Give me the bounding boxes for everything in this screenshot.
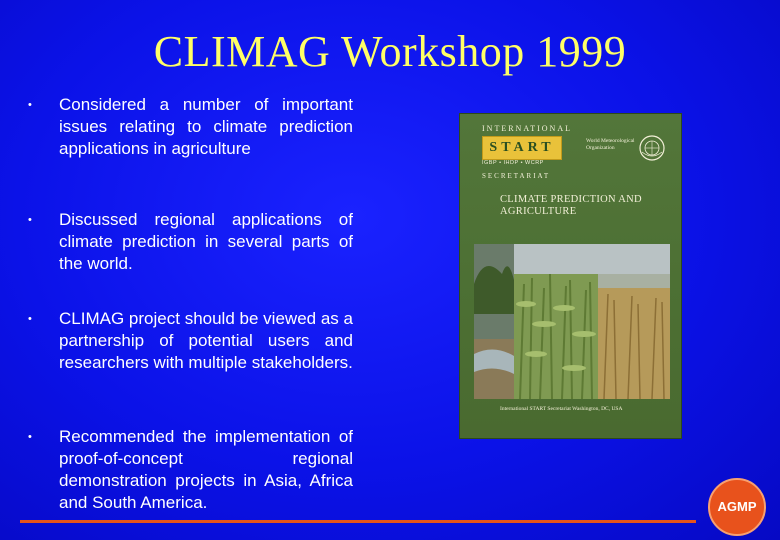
bullet-dot: • <box>28 99 32 111</box>
bullet-text: CLIMAG project should be viewed as a partnership of potential users and researchers with multiple stakeholders. <box>59 309 353 372</box>
cover-header: INTERNATIONAL <box>482 124 572 133</box>
bullet-dot: • <box>28 313 32 325</box>
cover-secretariat: SECRETARIAT <box>482 172 551 180</box>
wmo-emblem-icon <box>638 134 666 162</box>
start-sub: IGBP • IHDP • WCRP <box>482 160 544 166</box>
slide-title: CLIMAG Workshop 1999 <box>153 27 627 76</box>
bullet-text: Considered a number of important issues relating to climate prediction applications in agriculture <box>59 95 353 158</box>
bullet-dot: • <box>28 214 32 226</box>
bullet-text: Recommended the implementation of proof-of-concept regional demonstration projects in Asia, Africa and South America. <box>59 427 353 512</box>
cover-photo <box>474 244 670 399</box>
cover-publisher: International START Secretariat Washington, DC, USA <box>500 406 623 412</box>
bullet-dot: • <box>28 431 32 443</box>
start-logo: START <box>482 136 562 160</box>
cover-title: CLIMATE PREDICTION AND AGRICULTURE <box>500 194 642 217</box>
footer-rule <box>20 520 696 523</box>
agmp-logo: AGMP <box>708 478 766 536</box>
book-cover-image <box>460 114 681 438</box>
bullet-text: Discussed regional applications of climate prediction in several parts of the world. <box>59 210 353 273</box>
wmo-text: World Meteorological Organization <box>586 138 635 151</box>
